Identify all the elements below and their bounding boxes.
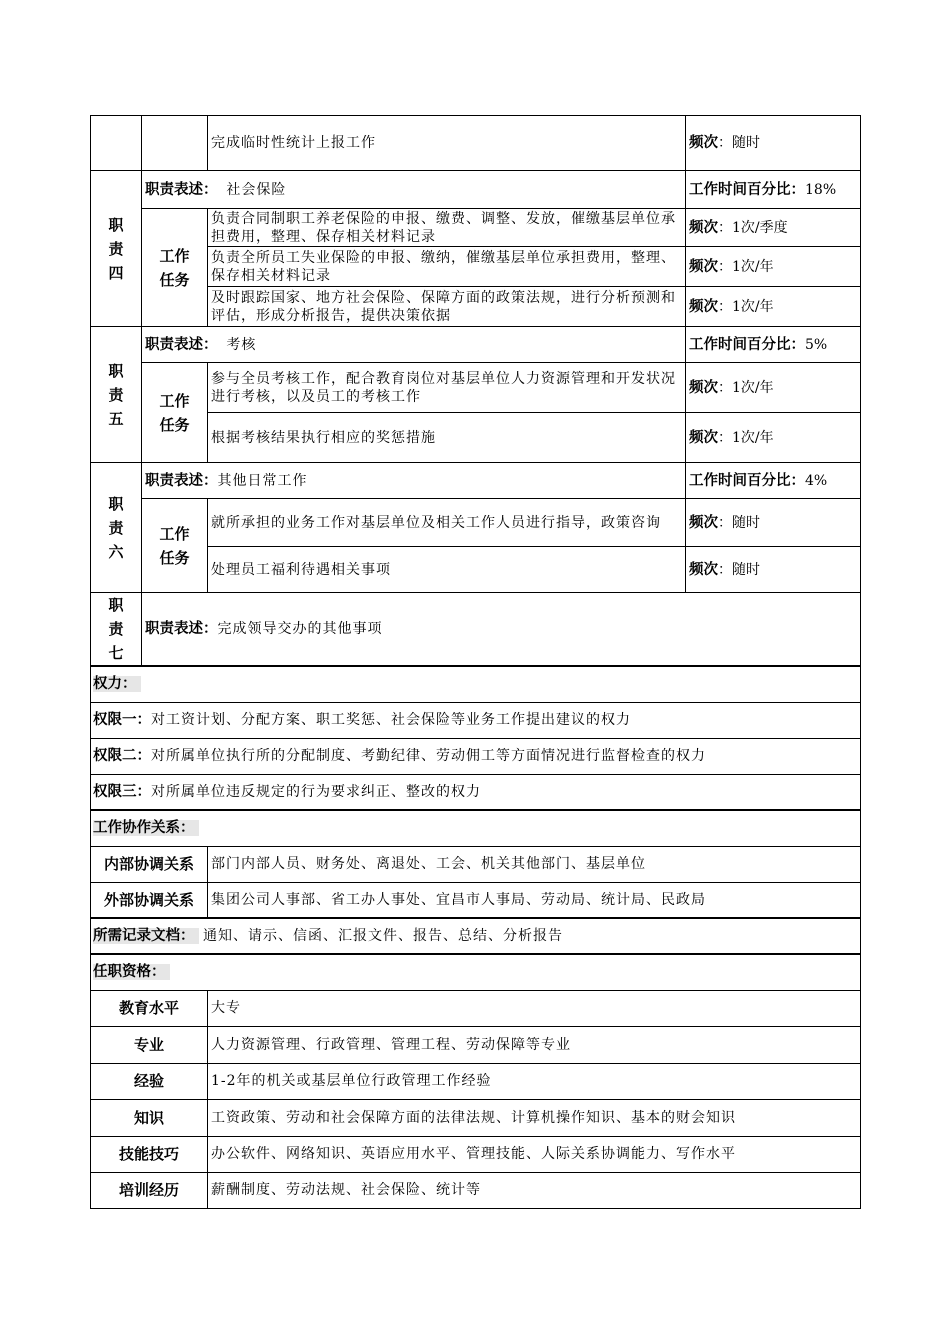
qualification-label: 教育水平: [91, 990, 208, 1026]
qualification-row: [91, 990, 861, 1026]
records-cell: 所需记录文档： 通知、请示、信函、汇报文件、报告、总结、分析报告: [91, 918, 861, 954]
qualification-label: 知识: [91, 1099, 208, 1136]
authority-title: 权力：: [91, 666, 861, 702]
duty-7-row: [91, 593, 861, 666]
qualification-value: 薪酬制度、劳动法规、社会保险、统计等: [208, 1172, 861, 1208]
internal-relation-label: 内部协调关系: [91, 846, 208, 882]
task-text: 负责全所员工失业保险的申报、缴纳，催缴基层单位承担费用，整理、保存相关材料记录: [208, 247, 686, 287]
duty-4-pct: 工作时间百分比：18%: [686, 171, 861, 209]
task-text: 就所承担的业务工作对基层单位及相关工作人员进行指导，政策咨询: [208, 499, 686, 547]
profile-table: [90, 665, 861, 1209]
task-text: 根据考核结果执行相应的奖惩措施: [208, 413, 686, 463]
qualification-label: 技能技巧: [91, 1136, 208, 1172]
duty-4-tasks-label: 工作 任务: [142, 209, 208, 327]
authority-row-2: [91, 738, 861, 774]
duty-7-label: 职 责 七: [91, 593, 142, 666]
task-text: 参与全员考核工作，配合教育岗位对基层单位人力资源管理和开发状况进行考核，以及员工的考核工作: [208, 363, 686, 413]
cooperation-header-row: [91, 810, 861, 846]
qualification-value: 办公软件、网络知识、英语应用水平、管理技能、人际关系协调能力、写作水平: [208, 1136, 861, 1172]
task-frequency: 频次：1次/年: [686, 413, 861, 463]
task-frequency: 频次：随时: [686, 116, 861, 171]
task-frequency: 频次：1次/年: [686, 247, 861, 287]
task-text: 及时跟踪国家、地方社会保险、保障方面的政策法规，进行分析预测和评估，形成分析报告，提供决策依据: [208, 287, 686, 327]
duty-6-task-1: [91, 499, 861, 547]
authority-item: 权限一：对工资计划、分配方案、职工奖惩、社会保险等业务工作提出建议的权力: [91, 702, 861, 738]
qualification-row: [91, 1063, 861, 1099]
duty-5-label: 职 责 五: [91, 327, 142, 463]
internal-relation-value: 部门内部人员、财务处、离退处、工会、机关其他部门、基层单位: [208, 846, 861, 882]
duty-4-label: 职 责 四: [91, 171, 142, 327]
duty-5-desc: 职责表述： 考核: [142, 327, 686, 363]
qualification-value: 大专: [208, 990, 861, 1026]
job-description-sheet: [90, 115, 860, 1209]
duty-6-pct: 工作时间百分比：4%: [686, 463, 861, 499]
duty-4-task-1: [91, 209, 861, 247]
task-frequency: 频次：随时: [686, 499, 861, 547]
qualification-value: 1-2年的机关或基层单位行政管理工作经验: [208, 1063, 861, 1099]
task-frequency: 频次：1次/年: [686, 363, 861, 413]
qualification-label: 培训经历: [91, 1172, 208, 1208]
duty-6-label: 职 责 六: [91, 463, 142, 593]
authority-item: 权限三：对所属单位违反规定的行为要求纠正、整改的权力: [91, 774, 861, 810]
qualification-value: 人力资源管理、行政管理、管理工程、劳动保障等专业: [208, 1026, 861, 1063]
task-frequency: 频次：1次/季度: [686, 209, 861, 247]
qualification-title: 任职资格：: [91, 954, 861, 990]
duty-task-row: [91, 116, 861, 171]
duty-5-desc-row: [91, 327, 861, 363]
authority-header-row: [91, 666, 861, 702]
task-label-cell: [142, 116, 208, 171]
qualification-row: [91, 1136, 861, 1172]
qualification-row: [91, 1026, 861, 1063]
qualification-value: 工资政策、劳动和社会保障方面的法律法规、计算机操作知识、基本的财会知识: [208, 1099, 861, 1136]
authority-item: 权限二：对所属单位执行所的分配制度、考勤纪律、劳动佣工等方面情况进行监督检查的权力: [91, 738, 861, 774]
records-row: [91, 918, 861, 954]
task-text: 完成临时性统计上报工作: [208, 116, 686, 171]
qualification-label: 专业: [91, 1026, 208, 1063]
external-relation-label: 外部协调关系: [91, 882, 208, 918]
authority-row-1: [91, 702, 861, 738]
internal-relation-row: [91, 846, 861, 882]
duty-5-task-1: [91, 363, 861, 413]
duty-6-desc: 职责表述：其他日常工作: [142, 463, 686, 499]
duty-6-tasks-label: 工作 任务: [142, 499, 208, 593]
duty-4-desc: 职责表述： 社会保险: [142, 171, 686, 209]
duty-label-cell: [91, 116, 142, 171]
duties-table: [90, 115, 861, 666]
task-frequency: 频次：随时: [686, 547, 861, 593]
task-text: 处理员工福利待遇相关事项: [208, 547, 686, 593]
duty-6-desc-row: [91, 463, 861, 499]
duty-5-tasks-label: 工作 任务: [142, 363, 208, 463]
external-relation-value: 集团公司人事部、省工办人事处、宜昌市人事局、劳动局、统计局、民政局: [208, 882, 861, 918]
duty-7-desc: 职责表述：完成领导交办的其他事项: [142, 593, 861, 666]
authority-row-3: [91, 774, 861, 810]
duty-4-desc-row: [91, 171, 861, 209]
duty-5-pct: 工作时间百分比：5%: [686, 327, 861, 363]
external-relation-row: [91, 882, 861, 918]
qualification-label: 经验: [91, 1063, 208, 1099]
task-text: 负责合同制职工养老保险的申报、缴费、调整、发放，催缴基层单位承担费用，整理、保存相关材料记录: [208, 209, 686, 247]
cooperation-title: 工作协作关系：: [91, 810, 861, 846]
qualification-header-row: [91, 954, 861, 990]
task-frequency: 频次：1次/年: [686, 287, 861, 327]
qualification-row: [91, 1099, 861, 1136]
qualification-row: [91, 1172, 861, 1208]
